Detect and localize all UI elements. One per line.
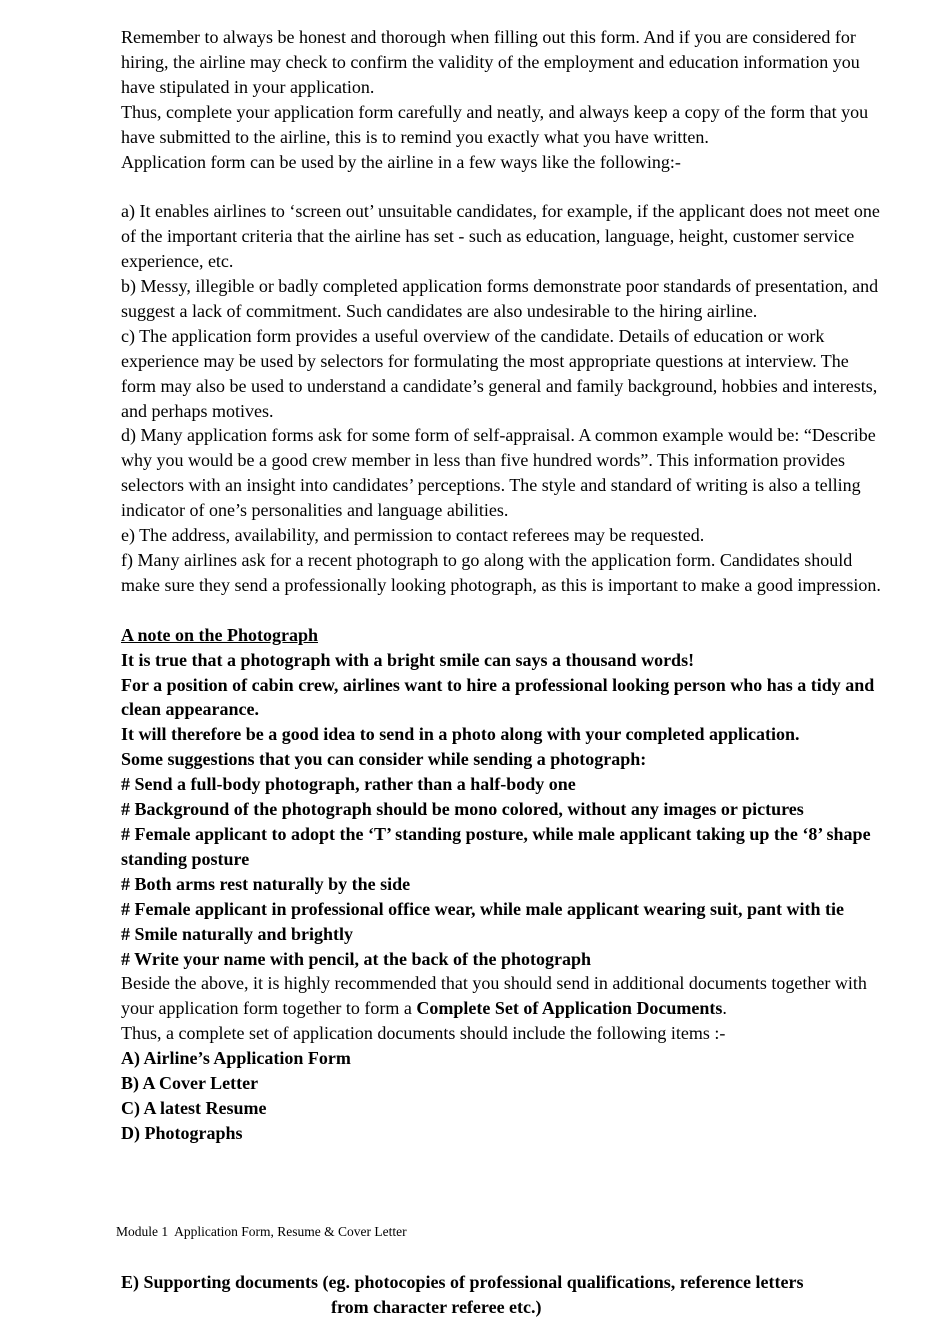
complete-set-paragraph xyxy=(121,971,881,1021)
document-item-e xyxy=(121,1270,881,1320)
photo-suggestion: # Female applicant in professional office wear, while male applicant wearing suit, pant with tie xyxy=(121,898,844,919)
document-item-b: B) A Cover Letter xyxy=(121,1073,259,1094)
intro-paragraph-3: Application form can be used by the airline in a few ways like the following:- xyxy=(121,151,681,172)
photo-suggestion: # Send a full-body photograph, rather than a half-body one xyxy=(121,774,576,795)
photo-note-line: Some suggestions that you can consider while sending a photograph: xyxy=(121,749,647,770)
document-item-e-line-1: E) Supporting documents (eg. photocopies of professional qualifications, reference letters xyxy=(121,1272,804,1292)
photo-note-line: It will therefore be a good idea to send in a photo along with your completed application. xyxy=(121,724,800,745)
spacer xyxy=(121,174,881,199)
document-item-a: A) Airline’s Application Form xyxy=(121,1048,351,1069)
complete-set-emphasis: Complete Set of Application Documents xyxy=(416,998,723,1019)
photo-suggestion: # Write your name with pencil, at the back of the photograph xyxy=(121,948,592,969)
intro-paragraph-2: Thus, complete your application form carefully and neatly, and always keep a copy of the form that you have submitted to the airline, this is to remind you exactly what you have written. xyxy=(121,101,869,147)
use-item-b: b) Messy, illegible or badly completed application forms demonstrate poor standards of presentation, and suggest a lack of commitment. Such candidates are also undesirable to the hiring airline. xyxy=(121,276,879,321)
complete-set-text: Beside the above, it is highly recommended that you should send in additional documents together with your application form together to form a xyxy=(121,973,867,1019)
photo-suggestion: # Smile naturally and brightly xyxy=(121,923,354,944)
use-item-a: a) It enables airlines to ‘screen out’ unsuitable candidates, for example, if the applicant does not meet one of the important criteria that the airline has set - such as education, language, height, customer service experience, etc. xyxy=(121,201,880,272)
spacer xyxy=(121,598,881,623)
use-item-e: e) The address, availability, and permission to contact referees may be requested. xyxy=(121,525,705,546)
use-item-d: d) Many application forms ask for some form of self-appraisal. A common example would be: “Describe why you would be a good crew member in less than five hundred words”. This information provides selectors with an insight into candidates’ perceptions. The style and standard of writing is also a telling indicator of one’s personalities and language abilities. xyxy=(121,425,876,521)
intro-paragraph-1: Remember to always be honest and thorough when filling out this form. And if you are considered for hiring, the airline may check to confirm the validity of the employment and education information you have stipulated in your application. xyxy=(121,27,860,97)
use-item-c: c) The application form provides a useful overview of the candidate. Details of education or work experience may be used by selectors for formulating the most appropriate questions at interview. The form may also be used to understand a candidate’s general and family background, hobbies and interests, and perhaps motives. xyxy=(121,325,878,421)
photo-suggestion: # Both arms rest naturally by the side xyxy=(121,873,411,894)
document-body xyxy=(121,25,881,1146)
use-item-f: f) Many airlines ask for a recent photograph to go along with the application form. Candidates should make sure they send a professionally looking photograph, as this is important to make a good impression. xyxy=(121,550,881,595)
photo-suggestion: # Background of the photograph should be mono colored, without any images or pictures xyxy=(121,799,804,820)
photo-suggestion: # Female applicant to adopt the ‘T’ standing posture, while male applicant taking up the ‘8’ shape standing posture xyxy=(121,823,871,869)
document-item-e-line-2: from character referee etc.) xyxy=(331,1296,542,1317)
photo-note-line: For a position of cabin crew, airlines want to hire a professional looking person who has a tidy and clean appearance. xyxy=(121,674,875,720)
document-item-d: D) Photographs xyxy=(121,1122,243,1143)
page-footer: Module 1 Application Form, Resume & Cover Letter xyxy=(116,1224,407,1239)
photo-note-heading: A note on the Photograph xyxy=(121,624,319,645)
document-item-c: C) A latest Resume xyxy=(121,1097,267,1118)
complete-set-intro: Thus, a complete set of application documents should include the following items :- xyxy=(121,1023,726,1044)
complete-set-period: . xyxy=(722,998,727,1019)
photo-note-line: It is true that a photograph with a bright smile can says a thousand words! xyxy=(121,649,695,670)
